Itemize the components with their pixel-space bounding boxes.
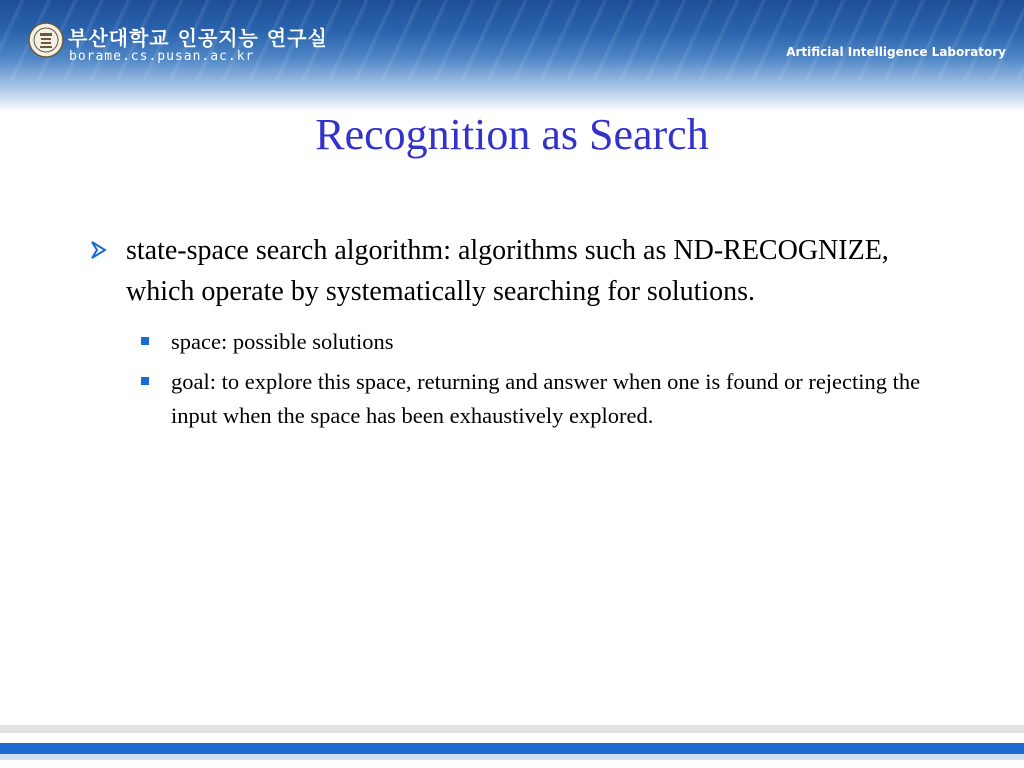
bullet-text: state-space search algorithm: algorithms such as ND-RECOGNIZE, which operate by systematically searching for solutions. <box>126 235 889 307</box>
sub-bullet-item <box>90 325 940 359</box>
footer-stripe-light <box>0 754 1024 760</box>
sub-bullet-text: space: possible solutions <box>171 329 394 354</box>
header-banner <box>0 0 1024 112</box>
square-bullet-icon <box>141 337 149 345</box>
lab-name: Artificial Intelligence Laboratory <box>786 45 1006 59</box>
bullet-item <box>90 230 940 312</box>
university-seal-icon <box>28 22 64 58</box>
sub-bullet-item <box>90 365 940 433</box>
arrow-bullet-icon <box>90 240 108 260</box>
slide-title: Recognition as Search <box>315 110 709 159</box>
footer-stripe-gray <box>0 725 1024 733</box>
university-name: 부산대학교 인공지능 연구실 <box>68 26 328 50</box>
lab-url: borame.cs.pusan.ac.kr <box>69 49 255 64</box>
sub-bullet-list <box>90 325 940 433</box>
sub-bullet-text: goal: to explore this space, returning and answer when one is found or rejecting the input when the space has been exhaustively explored. <box>171 369 921 428</box>
square-bullet-icon <box>141 377 149 385</box>
slide-body <box>90 230 940 439</box>
footer-stripe-blue <box>0 743 1024 754</box>
